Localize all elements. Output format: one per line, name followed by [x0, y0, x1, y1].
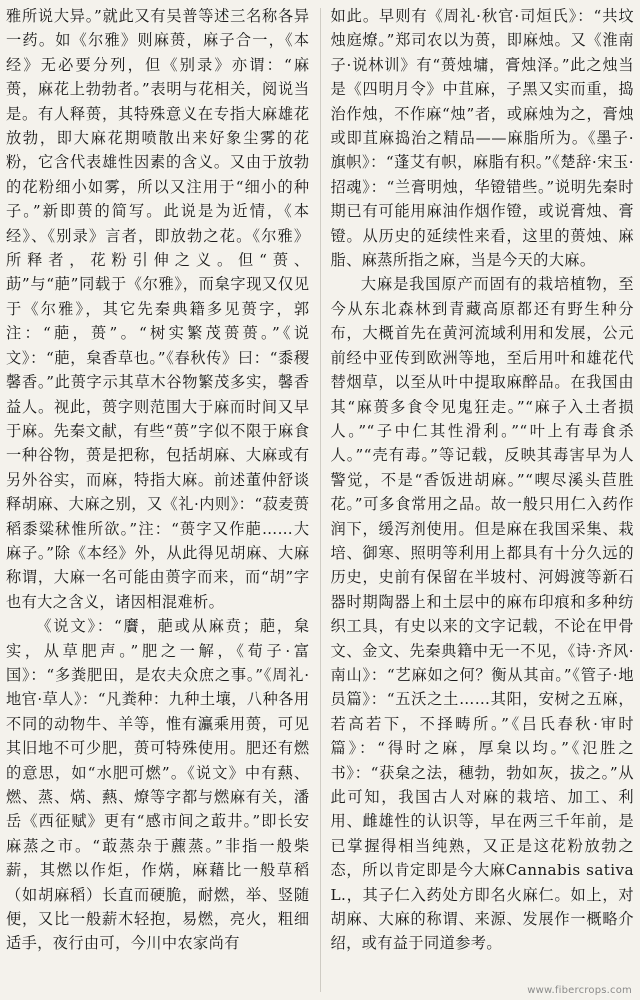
left-paragraph-1: 雅所说大异。”就此又有吴普等述三名称各异一药。如《尔雅》则麻蒉，麻子合一，《本经》无必要分列，但《别录》亦谓：“麻蒉，麻花上勃勃者。”表明与花相关，阅说当是。有人释蒉，其特殊意义在专指大麻雄花放勃，即大麻花期喷散出来好象尘雾的花粉，它含代表雄性因素的含义。又由于放勃的花粉细小如雾，所以又注用于“细小的种子。”新即蒉的简写。此说是为近情，《本经》、《别录》言者，即放勃之花。《尔雅》所释者，花粉引伸之义。但“蒉、莇”与“萉”同载于《尔雅》，而枲字现又仅见于《尔雅》，其它先秦典籍多见蒉字，郭注：“萉，蒉”。“树实繁茂蒉蒉。”《说文》：“萉，枲香草也。”《春秋传》曰：“黍稷馨香。”此蒉字示其草木谷物繁茂多实，馨香益人。视此，蒉字则范围大于麻而时间又早于麻。先秦文献，有些“蒉”字似不限于麻食一种谷物，蒉是把称，包括胡麻、大麻或有另外谷实，而麻，特指大麻。前述董仲舒谈释胡麻、大麻之别，又《礼·内则》：“菽麦蒉稻黍粱秫惟所欲。”注：“蒉字又作萉……大麻子。”除《本经》外，从此得见胡麻、大麻称谓，大麻一名可能由蒉字而来，而“胡”字也有大之含义，诸因相混难析。 [6, 7, 310, 611]
right-text-column [331, 4, 635, 1000]
left-paragraph-2: 《说文》：“黂，萉或从麻贲；萉，枲实，从草肥声。”肥之一解，《荀子·富国》：“多粪肥田，是农夫众庶之事。”《周礼·地官·草人》：“凡粪种：九种土壤，八种各用不同的动物牛、羊等，惟有灜乘用蒉，可见其旧地不可少肥，蒉可特殊使用。肥还有燃的意思，如“水肥可燃”。《说文》中有爇、燃、蒸、焫、爇、燎等字都与燃麻有关，潘岳《西征赋》更有“感市间之菆井。”即长安麻蒸之市。“菆蒸杂于藨蒸。”非指一般柴薪，其燃以作炬，作焫，麻藉比一般草稻（如胡麻稻）长直而硬脆，耐燃，举、竖随便，又比一般薪木轻抱，易燃，亮火，粗细适手，夜行由可，今川中农家尚有 [6, 617, 310, 953]
right-paragraph-1: 如此。早则有《周礼·秋官·司烜氏》：“共坟烛庭燎。”郑司农以为蒉，即麻烛。又《淮南子·说林训》有“蒉烛墉，膏烛泽。”此之烛当是《四明月令》中苴麻，子黑又实而重，捣治作烛，不作麻“烛”者，或麻烛为之，膏烛或即苴麻捣治之精品——麻脂所为。《墨子·旗帜》：“蓬艾有帜，麻脂有积。”《楚辞·宋玉·招魂》：“兰膏明烛，华镫错些。”说明先秦时期已有可能用麻油作烟作镫，或说膏烛、膏镫。从历史的延续性来看，这里的蒉烛、麻脂、麻蒸所指之麻，当是今天的大麻。 [330, 7, 634, 270]
left-text-column [6, 4, 310, 1000]
column-divider [320, 8, 321, 992]
right-paragraph-2: 大麻是我国原产而固有的栽培植物，至今从东北森林到青藏高原都还有野生种分布，大概首先在黄河流域利用和发展，公元前经中亚传到欧洲等地，至后用叶和雄花代替烟草，以至从叶中提取麻醉品。在我国由其“麻蒉多食令见鬼狂走。”“麻子入土者损人。”“子中仁其性滑利。”“叶上有毒食杀人。”“壳有毒。”等记载，反映其毒害早为人警觉，不是“香饭进胡麻。”“喫尽溪头苣胜花。”可多食常用之品。故一般只用仁入药作润下，缓泻剂使用。但是麻在我国采集、栽培、御寒、照明等利用上都具有十分久远的历史，史前有保留在半坡村、河姆渡等新石器时期陶器上和土层中的麻布印痕和多种纺织工具，有史以来的文字记载，不论在甲骨文、金文、先秦典籍中无一不见，《诗·齐风·南山》：“艺麻如之何？衡从其亩。”《管子·地员篇》：“五沃之土……其阳，安树之五麻，若高若下，不择畴所。”《吕氏春秋·审时篇》：“得时之麻，厚枲以均。”《氾胜之书》：“获枲之法，穗勃，勃如灰，拔之。”从此可知，我国古人对麻的栽培、加工、利用、雌雄性的认识等，早在两三千年前，是已掌握得相当纯熟，又正是这花粉放勃之态，所以肯定即是今大麻Cannabis sativa L.，其子仁入药处方即名火麻仁。如上，对胡麻、大麻的称谓、来源、发展作一概略介绍，或有益于同道参考。 [330, 275, 634, 953]
site-watermark: www.fibercrops.com [527, 985, 632, 996]
